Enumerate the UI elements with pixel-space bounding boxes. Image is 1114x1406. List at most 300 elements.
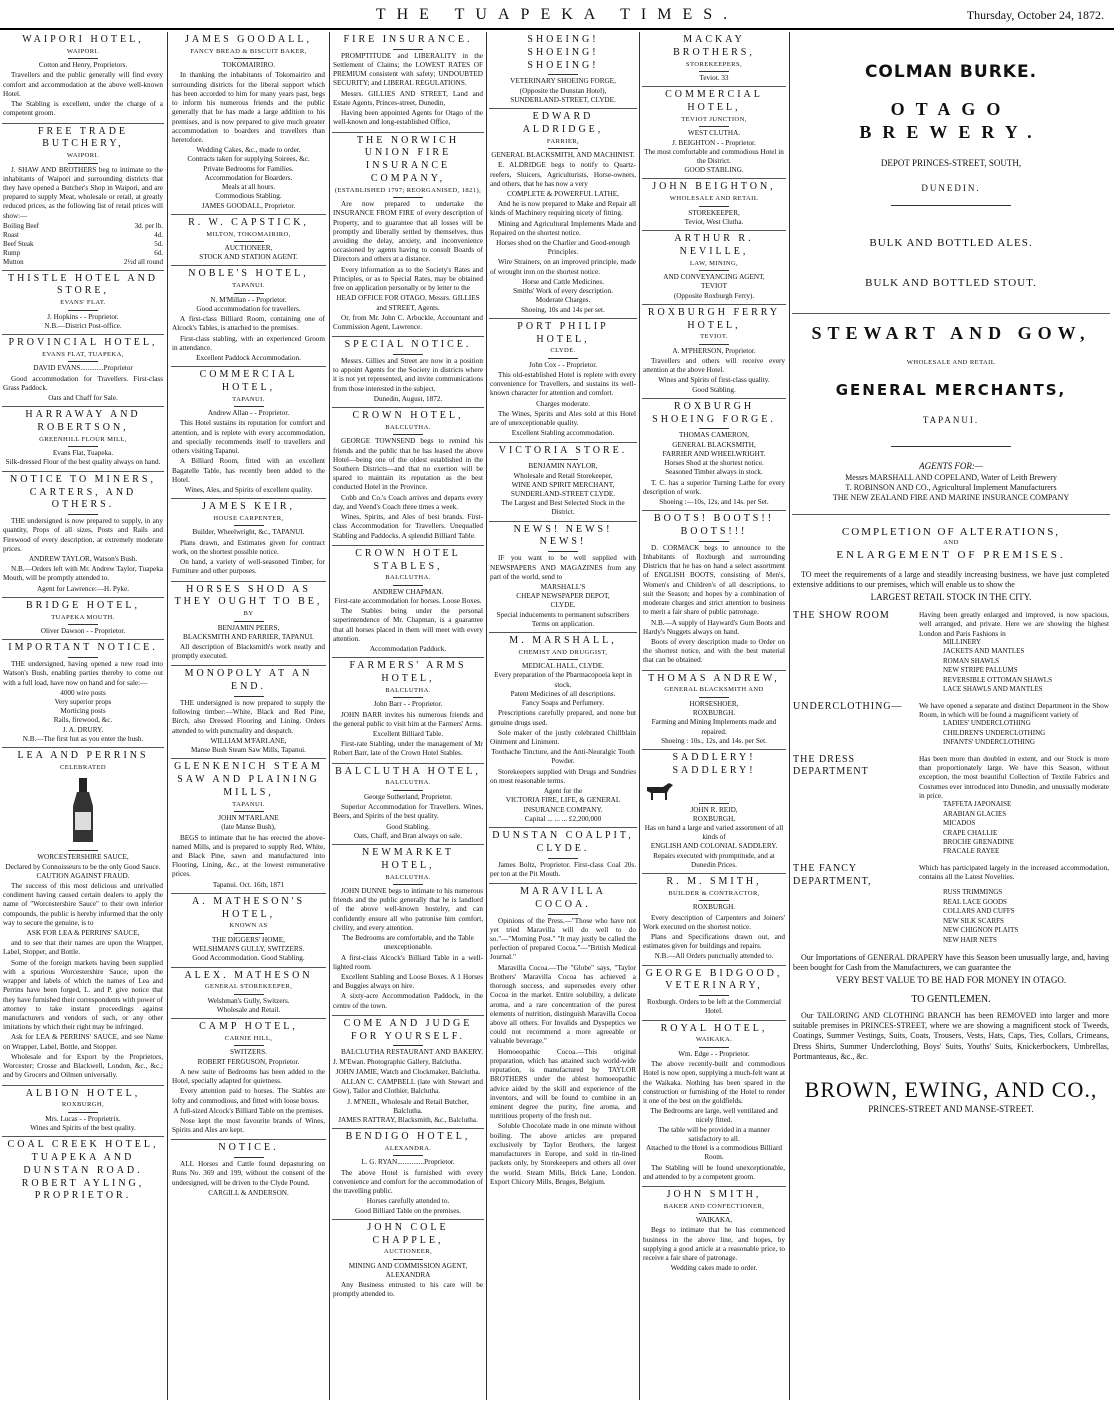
colman-burke-ad <box>792 32 1110 314</box>
advertisement <box>2 640 164 748</box>
ad-text-line: Very superior props <box>54 697 112 706</box>
ad-text-line: A Billiard Room, fitted with an excellent Bagatelle Table, has recently been added to the Hotel. <box>172 457 325 484</box>
advertisement <box>2 407 164 471</box>
ad-text-line: Homoeopathic Cocoa.—This original preparation, which has attained such world-wide reputation, is manufactured by TAYLOR BROTHERS under the ablest homoeopathic advice aided by the skill and experience of the inventors, and will be found to combine in an eminent degree the purity, fine aroma, and nutritious property of the fresh nut. <box>490 1047 636 1121</box>
ad-text-line: Opinions of the Press.—"Those who have not yet tried Maravilla will do well to do so."—"Morning Post." "It may justly be called the perfection of prepared Cocoa."—"British Medical Journal." <box>490 916 636 962</box>
divider <box>699 126 729 127</box>
ad-text-line: Oats, Chaff, and Bran always on sale. <box>353 831 463 840</box>
divider <box>234 696 264 697</box>
ad-text-line: Wholesale and for Export by the Proprietors, Worcester; Crosse and Blackwell, London, &c., &c.; and by Grocers and Oilmen universally. <box>3 1052 163 1080</box>
ad-text-line: Or, from Mr. John C. Arbuckle, Accountant and Commission Agent, Lawrence. <box>333 313 483 332</box>
ad-subheading: TEVIOT. <box>700 333 728 341</box>
tapanui-label: TAPANUI. <box>922 414 980 425</box>
brown-ewing-address: PRINCES-STREET AND MANSE-STREET. <box>868 1104 1034 1115</box>
advertisement <box>642 671 786 750</box>
ad-text-line: Agent for the <box>543 787 583 796</box>
ad-text-line: 4000 wire posts <box>60 688 106 697</box>
ad-text-line: E. ALDRIDGE begs to notify to Quartz-reefers, Sluicers, Agriculturists, Horse-owners, and others, that he has now a very <box>490 161 636 188</box>
advertisement <box>2 748 164 1085</box>
ad-text-line: N.B.—District Post-office. <box>44 321 122 330</box>
ad-text-line: N.B.—The first hut as you enter the bush. <box>22 734 144 743</box>
ad-text-line: VICTORIA FIRE, LIFE, & GENERAL INSURANCE COMPANY. <box>505 796 621 814</box>
ad-heading: THOMAS ANDREW, <box>648 672 780 684</box>
intro-text: TO meet the requirements of a large and steadily increasing business, we have just completed extensive additions to our premises, which will enable us to show the <box>793 569 1109 590</box>
advertisement <box>642 750 786 874</box>
ad-subheading: CHEMIST AND DRUGGIST, <box>518 648 608 656</box>
to-gentlemen: TO GENTLEMEN. <box>911 994 991 1006</box>
ad-text-line: Oliver Dawson - - Proprietor. <box>40 627 126 636</box>
dunedin-label: DUNEDIN. <box>921 183 981 194</box>
divider <box>234 621 264 622</box>
ad-text-line: Charges moderate. <box>536 399 590 408</box>
ad-text-line: GENERAL BLACKSMITH, AND MACHINIST. <box>491 151 635 160</box>
advertisement <box>2 598 164 640</box>
ad-text-line: N.B.—All Orders punctually attended to. <box>654 952 774 961</box>
divider <box>68 657 98 658</box>
ad-text-line: JOHN DUNNE begs to intimate to his numerous friends and the public generally that he is landlord of the above well-known hostelry, and can confidently ensure all who patronise him comfort, civility, and every attention. <box>333 887 483 932</box>
ad-text-line: HEAD OFFICE FOR OTAGO, Messrs. GILLIES and STREET, Agents. <box>336 294 480 312</box>
ad-text-line: TOKOMAIRIRO. <box>222 61 275 70</box>
ad-text-line: J. BEIGHTON - - Proprietor. <box>672 138 756 147</box>
ad-subheading: GREENHILL FLOUR MILL, <box>39 435 127 443</box>
ad-text-line: WAIKAKA, <box>695 1216 733 1225</box>
advertisement <box>171 1140 326 1201</box>
department-label: UNDERCLOTHING— <box>793 700 903 712</box>
ad-subheading: TUAPEKA MOUTH. <box>51 613 115 621</box>
department-items <box>943 888 1109 945</box>
ad-text-line: Private Bedrooms for Families. <box>203 164 294 173</box>
divider <box>699 71 729 72</box>
ad-text-line: PROMPTITUDE and LIBERALITY in the Settlement of Claims; the LOWEST RATES OF PREMIUM consistent with safety; UNDOUBTED SECURITY; and LIBERAL REGULATIONS. <box>333 51 483 88</box>
ad-heading: LEA AND PERRINS <box>17 750 149 762</box>
ad-text-line: N.B.—A supply of Hayward's Gum Boots and Hardy's Nuggets always on hand. <box>643 618 785 636</box>
ad-heading: THE NORWICH UNION FIRE INSURANCE COMPANY, <box>356 134 460 184</box>
price-row <box>3 258 163 267</box>
price-item: Mutton <box>3 257 24 266</box>
ad-subheading: BALCLUTHA. <box>385 686 431 694</box>
advertisement <box>171 32 326 215</box>
ad-heading: COMMERCIAL HOTEL, <box>199 369 298 393</box>
ad-text-line: Cotton and Henry, Proprietors. <box>38 61 128 70</box>
ad-heading: MARAVILLA COCOA. <box>520 886 606 910</box>
advertisement <box>332 1220 484 1304</box>
divider <box>393 434 423 435</box>
advertisement <box>171 1019 326 1140</box>
department-row <box>793 610 1109 638</box>
colman-burke-title: COLMAN BURKE. <box>864 62 1038 82</box>
ad-text-line: ROXBURGH. <box>692 903 736 912</box>
advertisement <box>2 335 164 407</box>
ad-text-line: (Opposite the Dunstan Hotel), <box>519 86 607 95</box>
wholesale-retail: WHOLESALE AND RETAIL <box>906 359 996 367</box>
divider <box>699 900 729 901</box>
ad-heading: ROXBURGH SHOEING FORGE. <box>652 400 776 425</box>
ad-text-line: Patent Medicines of all descriptions. <box>510 689 616 698</box>
ad-heading: ALEX. MATHESON <box>184 969 313 981</box>
ad-text-line: N.B.—Orders left with Mr. Andrew Taylor, Tuapeka Mouth, will be promptly attended to. <box>3 565 163 583</box>
ad-subheading: EVANS FLAT, TUAPEKA, <box>42 350 124 358</box>
column-6 <box>792 32 1110 1400</box>
price-value: 2½d all round <box>123 257 163 266</box>
ad-subheading: ROXBURGH, <box>61 1101 105 1109</box>
ad-subheading: WAIKAKA. <box>695 1036 733 1044</box>
divider <box>234 241 264 242</box>
ad-subheading: BALCLUTHA. <box>385 873 431 881</box>
advertisement <box>171 582 326 667</box>
ad-text-line: Smiths' Work of every description. <box>513 287 613 296</box>
advertisement <box>642 874 786 966</box>
ad-subheading: AUCTIONEER, <box>383 1248 433 1256</box>
divider <box>548 459 578 460</box>
column-1 <box>2 32 164 1400</box>
price-list <box>3 222 163 267</box>
and-label: AND <box>943 539 959 547</box>
ad-text-line: Tapanui. Oct. 16th, 1871 <box>212 880 285 889</box>
advertisement <box>489 522 637 633</box>
department-text: We have opened a separate and distinct Department in the Show Room, in which will be found a magnificent variety of <box>919 700 1109 719</box>
ad-text-line: Maravilla Cocoa.—The "Globe" says, "Taylor Brothers' Maravilla Cocoa has achieved a thorough success, and supersedes every other Cocoa in the market. Entire solubility, a delicate aroma, and a rare concentration of the purest elements of nutrition, distinguish Maravilla Cocoa above all others. For Invalids and Dyspeptics we could not recommend a more agreeable or valuable beverage." <box>490 963 636 1046</box>
tailoring-text: Our TAILORING AND CLOTHING BRANCH has been REMOVED into larger and more suitable premises in PRINCES-STREET, where we are showing a magnificent stock of Tweeds, Coatings, Summer Vestings, Suits, Coats, Trousers, Vests, Hats, Caps, Ties, Collars, Crimeans, Dress Shirts, Summer Underclothing, Boys' Suits, Youths' Suits, Knickerbockers, Umbrellas, Portmanteaus, &c., &c. <box>793 1010 1109 1061</box>
ad-text-line: James Boltz, Proprietor. First-class Coal 20s. per ton at the Pit Mouth. <box>490 860 636 878</box>
divider <box>699 270 729 271</box>
divider <box>699 541 729 542</box>
price-value: 5d. <box>154 239 163 248</box>
ad-heading: R. W. CAPSTICK, <box>188 216 309 228</box>
ad-text-line: This Hotel sustains its reputation for comfort and attention, and is replete with every accommodation, and specially recommends itself to travellers and others visiting Tapanui. <box>172 419 325 456</box>
column-3 <box>332 32 484 1400</box>
department-section <box>793 701 1109 748</box>
ad-text-line: THOMAS CAMERON, <box>679 431 749 440</box>
advertisement <box>489 319 637 443</box>
advertisement <box>642 305 786 399</box>
advertisement <box>332 1129 484 1220</box>
advertisement <box>489 884 637 1191</box>
ad-heading: COMMERCIAL HOTEL, <box>665 89 763 114</box>
ad-text-line: Mrs. Lucas - - Proprietrix. <box>45 1114 121 1123</box>
ad-text-line: Any Business entrusted to his care will be promptly attended to. <box>333 1281 483 1299</box>
ad-subheading: WAIPORI. <box>66 152 100 160</box>
sauce-bottle-icon <box>63 776 103 846</box>
ad-text-line: A. M'PHERSON, Proprietor. <box>672 346 756 355</box>
ad-text-line: Messrs. Gillies and Street are now in a position to appoint Agents for the Society in districts where it is not yet represented, and invite communications from those interested in the subject. <box>333 357 483 393</box>
department-label: THE SHOW ROOM <box>793 609 890 621</box>
ad-text-line: JOHN M'FARLANE <box>218 814 279 823</box>
ad-text-line: Andrew Allan - - Proprietor. <box>207 409 290 418</box>
ad-heading: ROYAL HOTEL, <box>660 1022 768 1034</box>
divider <box>548 659 578 660</box>
ad-text-line: Horses Shod at the shortest notice. <box>664 459 764 468</box>
ad-text-line: (Opposite Roxburgh Ferry). <box>673 291 755 300</box>
ad-text-line: Mining and Agricultural Implements Made and Repaired on the shortest notice. <box>490 219 636 237</box>
department-item: FRACALE RAYEE <box>943 847 1000 856</box>
divider <box>393 697 423 698</box>
department-row <box>793 701 1109 720</box>
divider <box>393 884 423 885</box>
advertisement <box>171 215 326 267</box>
ad-heading: SHOEING! SHOEING! SHOEING! <box>527 34 599 71</box>
divider <box>68 850 98 851</box>
ad-heading: NEWMARKET HOTEL, <box>362 847 454 871</box>
divider <box>234 293 264 294</box>
column-rule <box>167 32 168 1400</box>
ad-text-line: MINING AND COMMISSION AGENT, ALEXANDRA <box>348 1261 468 1280</box>
department-text: Which has participated largely in the increased accommodation, contains all the Latest Novelties. <box>919 862 1109 882</box>
ad-heading: NOBLE'S HOTEL, <box>188 268 309 280</box>
divider <box>234 406 264 407</box>
ad-subheading: MILTON, TOKOMAIRIRO, <box>206 230 291 238</box>
ad-heading: R. M. SMITH, <box>666 876 762 888</box>
advertisement <box>2 472 164 598</box>
ad-text-line: JOHN R. REID, <box>690 805 738 814</box>
ad-text-line: AUCTIONEER, <box>224 243 273 252</box>
ad-subheading: GENERAL STOREKEEPER, <box>204 983 293 991</box>
ad-text-line: Sole maker of the justly celebrated Chillblain Ointment and Liniment. <box>490 728 636 747</box>
ad-text-line: CAUTION AGAINST FRAUD. <box>36 871 130 880</box>
ad-text-line: The above recently-built and commodious Hotel is now open, supplying a much-felt want at the Waikaka. Nothing has been spared in the construction or furnishing of the Hotel to render it one of the best on the goldfields. <box>643 1060 785 1105</box>
ad-text-line: BENJAMIN NAYLOR, <box>528 462 598 471</box>
ad-text-line: L. G. RYAN...............Proprietor. <box>361 1158 455 1167</box>
ad-text-line: Horses shod on the Charlier and Good-enough Principles. <box>496 239 630 257</box>
ad-heading: NOTICE. <box>218 1142 279 1154</box>
ad-text-line: Moderate Charges. <box>535 296 591 305</box>
ad-text-line: Are now prepared to undertake the INSURANCE FROM FIRE of every description of Property, and to guarantee that all losses will be promptly and liberally settled by themselves, thus avoiding the delay, anxiety, and inconvenience occasioned by agents having to consult Boards of Directors and others at a distance. <box>333 200 483 264</box>
ad-text-line: Some of the foreign markets having been supplied with a spurious Worcestershire Sauce, upon the wrapper and labels of which the names of Lea and Perrins have been forged, L. and P. give notice that they have furnished their correspondents with power of attorney to take instant proceedings against manufacturers and vendors of such, or any other imitations by which their right may be infringed. <box>3 958 163 1032</box>
ad-heading: BENDIGO HOTEL, <box>345 1131 471 1143</box>
divider <box>891 446 1011 447</box>
ad-text-line: Has on hand a large and varied assortment of all kinds of <box>644 824 784 842</box>
price-row <box>3 240 163 249</box>
ad-heading: JOHN BEIGHTON, <box>652 181 776 193</box>
ad-text-line: BALCLUTHA RESTAURANT AND BAKERY. J. M'Ewan. Photographic Gallery, Balclutha. <box>333 1048 483 1066</box>
advertisement <box>489 633 637 828</box>
ad-text-line: STOREKEEPER, <box>688 208 740 217</box>
divider <box>393 1155 423 1156</box>
advertisement <box>642 966 786 1021</box>
ad-heading: JAMES KEIR, <box>201 501 295 513</box>
ad-text-line: The Wines, Spirits and Ales sold at this Hotel are of unexceptionable quality. <box>490 409 636 428</box>
ad-text-line: THE DIGGERS' HOME, <box>212 935 285 944</box>
department-items <box>943 719 1109 747</box>
ad-subheading: CARNIE HILL, <box>224 1035 273 1043</box>
ad-text-line: Travellers and the public generally will find every comfort and accommodation at the above well-known Hotel. <box>3 71 163 98</box>
department-label: THE DRESS DEPARTMENT <box>793 753 869 778</box>
ad-text-line: The success of this most delicious and unrivalled condiment having caused certain dealers to apply the name of "Worcestershire Sauce" to their own inferior compounds, the public is hereby informed that the only way to secure the genuine, is to <box>3 881 163 927</box>
ad-text-line: A new suite of Bedrooms has been added to the Hotel, specially adapted for quietness. <box>172 1067 325 1086</box>
stewart-gow-title: STEWART AND GOW, <box>811 323 1091 343</box>
ad-subheading: GENERAL BLACKSMITH AND <box>664 686 764 694</box>
ad-text-line: First-rate accommodation for horses. Loose Boxes. <box>334 597 482 606</box>
advertisement <box>332 337 484 408</box>
advertisement <box>332 408 484 546</box>
ad-text-line: George Sutherland, Proprietor. <box>363 792 453 801</box>
ad-text-line: Terms on application. <box>531 619 595 628</box>
ad-text-line: JAMES RATTRAY, Blacksmith, &c., Balclutha. <box>338 1116 478 1124</box>
divider <box>68 310 98 311</box>
ad-text-line: Messrs. GILLIES AND STREET, Land and Estate Agents, Princes-street, Dunedin, <box>333 89 483 107</box>
ad-heading: HORSES SHOD AS THEY OUGHT TO BE, <box>174 583 323 608</box>
ad-text-line: Good Billiard Table on the premises. <box>355 1206 461 1215</box>
largest-stock: LARGEST RETAIL STOCK IN THE CITY. <box>870 592 1032 603</box>
ad-subheading: CELEBRATED <box>59 763 107 771</box>
column-rule <box>789 32 790 1400</box>
ad-text-line: Good Stabling. <box>386 822 430 831</box>
ad-text-line: Soluble Chocolate made in one minute without boiling. The above articles are prepared exclusively by Taylor Brothers, the largest manufacturers in Europe, and sold in tin-lined packets only, by Storekeepers and others all over the world. Steam Mills, Brick Lane, London. Export Chicory Mills, Bruges, Belgium. <box>490 1122 636 1186</box>
advertisement <box>332 546 484 659</box>
ad-subheading: FARRIER, <box>546 137 580 145</box>
brown-ewing-ad <box>792 515 1110 1118</box>
agent-line: THE NEW ZEALAND FIRE AND MARINE INSURANCE COMPANY <box>832 493 1070 503</box>
advertisement <box>332 764 484 845</box>
divider <box>393 49 423 50</box>
price-row <box>3 222 163 231</box>
ad-heading: DUNSTAN COALPIT, CLYDE. <box>492 829 634 854</box>
ad-text-line: Horse and Cattle Medicines. <box>522 277 604 286</box>
price-value: 4d. <box>154 230 163 239</box>
ad-heading: JOHN COLE CHAPPLE, <box>367 1221 449 1246</box>
ad-text-line: Storekeepers supplied with Drugs and Sundries on most reasonable terms. <box>490 767 636 785</box>
ad-text-line: (late Manse Bush), <box>221 823 276 832</box>
ad-text-line: Rails, firewood, &c. <box>53 716 113 725</box>
ad-text-line: N. M'Millan - - Proprietor. <box>210 295 287 304</box>
ad-text-line: SUNDERLAND-STREET, CLYDE. <box>510 95 616 104</box>
department-item: MICADOS <box>943 819 976 828</box>
ad-text-line: Contracts taken for supplying Soirees, &c. <box>187 155 310 164</box>
ad-text-line: Dunedin, August, 1872. <box>373 394 443 403</box>
ad-text-line: A first-class Billiard Room, containing one of Alcock's Tables, is attached to the premises. <box>172 315 325 333</box>
ad-text-line: Good accommodation for travellers. <box>196 304 301 313</box>
ad-text-line: J. A. DRURY. <box>62 725 104 734</box>
ad-heading: ARTHUR R. NEVILLE, <box>674 233 754 257</box>
department-text: Having been greatly enlarged and improved, is now spacious, well arranged, and private. Here we are showing the highest London and Paris Fashions in <box>919 609 1109 638</box>
divider <box>548 914 578 915</box>
department-item: LADIES' UNDERCLOTHING <box>943 719 1031 728</box>
ad-text-line: The above Hotel is furnished with every convenience and comfort for the accommodation of the travelling public. <box>333 1168 483 1196</box>
ad-text-line: Good Accommodation. Good Stabling. <box>192 954 305 963</box>
completion-title: COMPLETION OF ALTERATIONS, <box>841 526 1061 539</box>
ad-text-line: Every description of Carpenters and Joiners' Work executed on the shortest notice. <box>643 913 785 931</box>
advertisement <box>642 87 786 179</box>
divider <box>234 1157 264 1158</box>
ad-text-line: Nose kept the most favourite brands of Wines, Spirits and Ales are kept. <box>172 1117 325 1135</box>
ad-text-line: MEDICAL HALL, CLYDE. <box>521 662 605 671</box>
ad-subheading: WAIPORI. <box>66 47 100 55</box>
ad-subheading: LAW, MINING, <box>689 259 739 267</box>
divider <box>393 1045 423 1046</box>
department-items <box>943 800 1109 857</box>
ad-text-line: Every attention paid to horses. The Stables are lofty and commodious, and fitted with loose boxes. <box>172 1087 325 1105</box>
department-item: ARABIAN GLACIES <box>943 809 1007 818</box>
ad-text-line: Prescriptions carefully prepared, and none but genuine drugs used. <box>490 709 636 727</box>
advertisement <box>642 1187 786 1277</box>
ad-text-line: MARSHALL'S <box>540 582 586 591</box>
ad-text-line: All description of Blacksmith's work neatly and promptly executed. <box>172 642 325 661</box>
ad-heading: COAL CREEK HOTEL, TUAPEKA AND DUNSTAN ROAD. ROBERT AYLING, PROPRIETOR. <box>7 1139 159 1202</box>
department-item: NEW CHIGNON PLAITS <box>943 926 1019 935</box>
divider <box>548 551 578 552</box>
ad-text-line: Morticing posts <box>60 707 106 716</box>
ad-text-line: Repairs executed with promptitude, and at Dunedin Prices. <box>653 851 775 869</box>
ad-text-line: Accommodation Paddock. <box>369 645 447 654</box>
stout-line: BULK AND BOTTLED STOUT. <box>865 276 1037 289</box>
issue-date: Thursday, October 24, 1872. <box>966 8 1104 22</box>
ad-text-line: The Largest and Best Selected Stock in the District. <box>501 499 625 517</box>
ad-text-line: T. C. has a superior Turning Lathe for every description of work. <box>643 478 785 496</box>
ad-text-line: GENERAL BLACKSMITH, <box>672 440 756 449</box>
divider <box>68 624 98 625</box>
ad-text-line: John Barr - - Proprietor. <box>373 700 443 709</box>
advertisement <box>2 32 164 124</box>
department-item: LACE SHAWLS AND MANTLES <box>943 685 1043 694</box>
column-rule <box>486 32 487 1400</box>
divider <box>393 354 423 355</box>
ad-heading: COME AND JUDGE FOR YOURSELF. <box>343 1017 473 1042</box>
ad-text-line: JOHN JAMIE, Watch and Clockmaker, Balclutha. <box>335 1067 481 1076</box>
ad-text-line: WELSHMAN'S GULLY, SWITZERS. <box>192 945 305 954</box>
ad-text-line: Plans drawn, and Estimates given for contract work, on the shortest possible notice. <box>172 538 325 556</box>
column-rule <box>329 32 330 1400</box>
ad-text-line: Excellent Stabling accommodation. <box>511 429 615 438</box>
advertisement <box>642 32 786 87</box>
ad-heading: M. MARSHALL, <box>509 635 617 647</box>
ad-subheading: STOREKEEPERS, <box>685 60 743 68</box>
ad-heading: NEWS! NEWS! NEWS! <box>513 523 613 548</box>
divider <box>234 811 264 812</box>
advertisement <box>332 658 484 763</box>
price-value: 3d. per lb. <box>134 221 163 230</box>
ad-text-line: WORCESTERSHIRE SAUCE, <box>37 853 129 862</box>
ad-text-line: In thanking the inhabitants of Tokomairiro and surrounding districts for the liberal support which has been accorded to him for many years past, begs to inform his numerous friends and the public generally that he has made a large addition to his premises, and is now prepared to give much greater accommodation to boarders and travellers than heretofore. <box>172 71 325 144</box>
ad-text-line: The table will be provided in a manner satisfactory to all. <box>658 1125 770 1143</box>
ad-text-line: THE undersigned is now prepared to supply the following timber:—White, Black and Red Pine, Birch, also Dressed Flooring and Lining. Orders attended to with punctuality and despatch. <box>172 699 325 735</box>
ad-text-line: WINE AND SPIRIT MERCHANT, <box>511 480 615 489</box>
ad-heading: NOTICE TO MINERS, CARTERS, AND OTHERS. <box>10 473 156 511</box>
ad-text-line: A full-sized Alcock's Billiard Table on the premises. <box>173 1106 324 1115</box>
ad-text-line: Meals at all hours. <box>221 183 276 192</box>
column-2 <box>171 32 326 1400</box>
horse-icon <box>643 779 677 801</box>
ad-text-line: D. CORMACK begs to announce to the Inhabitants of Roxburgh and surrounding Districts that he has on hand a select assortment of ENGLISH BOOTS, consisting of Men's, Women's and Children's of all descriptions, to suit the Season; and hopes by a combination of moderate charges and strict attention to business to merit a fair share of public patronage. <box>643 543 785 617</box>
divider <box>234 994 264 995</box>
ad-text-line: ROXBURGH, <box>692 814 736 823</box>
ad-text-line: Capital ... ... ... £2,200,000 <box>524 814 602 823</box>
column-5 <box>642 32 786 1400</box>
ad-text-line: Ask for LEA & PERRINS' SAUCE, and see Name on Wrapper, Label, Bottle, and Stopper. <box>3 1033 163 1051</box>
ad-subheading: ALEXANDRA. <box>384 1145 432 1153</box>
price-row <box>3 231 163 240</box>
ad-subheading: HOUSE CARPENTER, <box>213 514 284 522</box>
ad-text-line: Every preparation of the Pharmacopoeia kept in stock. <box>494 671 632 689</box>
department-item: COLLARS AND CUFFS <box>943 907 1015 916</box>
ad-subheading: BUILDER & CONTRACTOR, <box>668 889 760 897</box>
department-row <box>793 863 1109 889</box>
department-item: NEW HAIR NETS <box>943 935 997 944</box>
ad-subheading: (ESTABLISHED 1797; REORGANISED, 1821), <box>334 186 482 194</box>
ad-text-line: Wedding Cakes, &c., made to order. <box>196 146 301 155</box>
agent-line: Messrs MARSHALL AND COPELAND, Water of Leith Brewery <box>845 472 1057 482</box>
ad-heading: IMPORTANT NOTICE. <box>8 642 158 654</box>
department-label: THE FANCY DEPARTMENT, <box>793 862 872 887</box>
ad-heading: ALBION HOTEL, <box>25 1087 141 1099</box>
ad-heading: FIRE INSURANCE. <box>343 34 473 45</box>
ad-heading: WAIPORI HOTEL, <box>22 34 144 45</box>
divider <box>68 514 98 515</box>
ad-heading: JAMES GOODALL, <box>185 34 312 45</box>
advertisement <box>2 1086 164 1138</box>
advertisement <box>332 133 484 338</box>
divider <box>393 1259 423 1260</box>
advertisement <box>332 32 484 133</box>
ad-text-line: Begs to intimate that he has commenced business in the above line, and hopes, by supplying a good article at a reasonable price, to receive a fair share of patronage. <box>643 1226 785 1263</box>
